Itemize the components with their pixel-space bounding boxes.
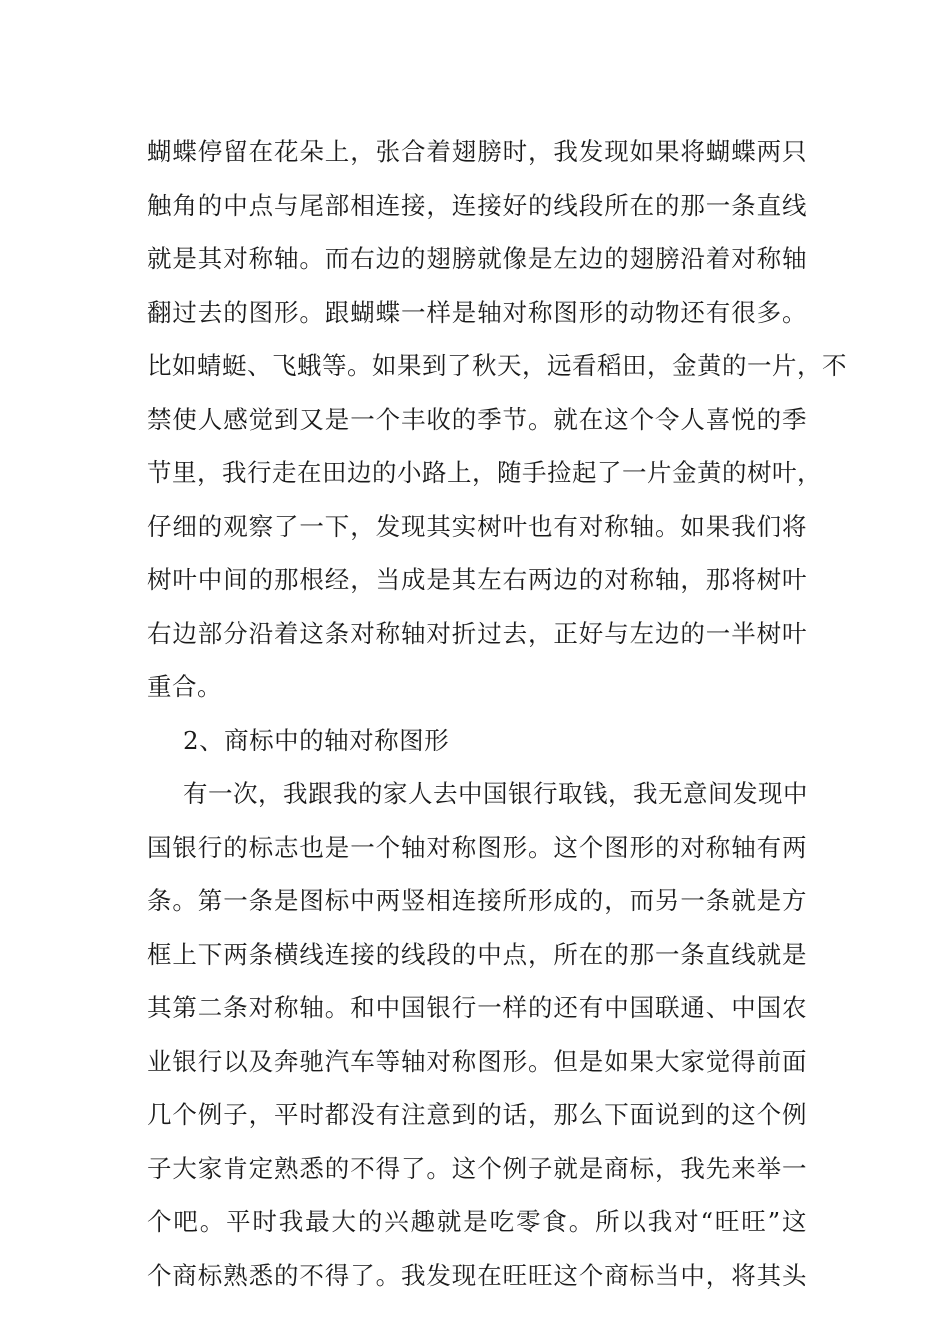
paragraph-line: 重合。: [147, 672, 222, 701]
paragraph-line: 右边部分沿着这条对称轴对折过去，正好与左边的一半树叶: [147, 618, 807, 648]
paragraph-line: 有一次，我跟我的家人去中国银行取钱，我无意间发现中: [183, 779, 808, 808]
section-heading: 2、商标中的轴对称图形: [183, 725, 450, 755]
paragraph-line: 框上下两条横线连接的线段的中点，所在的那一条直线就是: [147, 939, 807, 969]
paragraph-line: 翻过去的图形。跟蝴蝶一样是轴对称图形的动物还有很多。: [147, 297, 807, 327]
paragraph-line: 比如蜻蜓、飞蛾等。如果到了秋天，远看稻田，金黄的一片，不: [147, 351, 847, 380]
body-text: [147, 125, 847, 1302]
paragraph-line: 几个例子，平时都没有注意到的话，那么下面说到的这个例: [147, 1100, 807, 1129]
paragraph-line: 其第二条对称轴。和中国银行一样的还有中国联通、中国农: [147, 993, 807, 1022]
paragraph-line: 业银行以及奔驰汽车等轴对称图形。但是如果大家觉得前面: [147, 1046, 807, 1076]
paragraph-line: 禁使人感觉到又是一个丰收的季节。就在这个令人喜悦的季: [147, 404, 807, 434]
paragraph-line: 蝴蝶停留在花朵上，张合着翅膀时，我发现如果将蝴蝶两只: [147, 137, 807, 166]
paragraph-line: 个商标熟悉的不得了。我发现在旺旺这个商标当中，将其头: [147, 1260, 807, 1290]
paragraph-line: 节里，我行走在田边的小路上，随手捡起了一片金黄的树叶，: [147, 458, 822, 487]
paragraph-line: 触角的中点与尾部相连接，连接好的线段所在的那一条直线: [147, 190, 807, 220]
paragraph-line: 树叶中间的那根经，当成是其左右两边的对称轴，那将树叶: [147, 565, 807, 594]
paragraph-line: 仔细的观察了一下，发现其实树叶也有对称轴。如果我们将: [147, 511, 807, 541]
paragraph-line: 国银行的标志也是一个轴对称图形。这个图形的对称轴有两: [147, 832, 807, 862]
paragraph-line: 子大家肯定熟悉的不得了。这个例子就是商标，我先来举一: [147, 1153, 807, 1183]
paragraph-line: 个吧。平时我最大的兴趣就是吃零食。所以我对“旺旺”这: [147, 1207, 807, 1236]
paragraph-line: 条。第一条是图标中两竖相连接所形成的，而另一条就是方: [147, 886, 807, 915]
paragraph-line: 就是其对称轴。而右边的翅膀就像是左边的翅膀沿着对称轴: [147, 244, 807, 273]
